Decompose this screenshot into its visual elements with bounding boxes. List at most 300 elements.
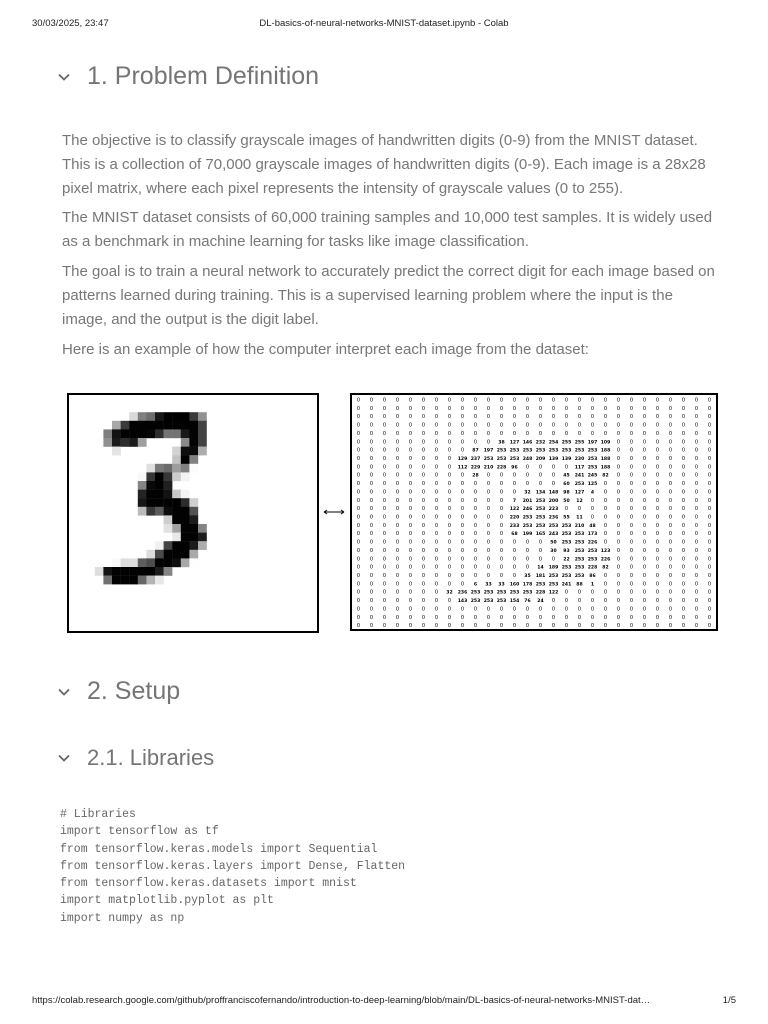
matrix-value: 0 [473, 606, 478, 613]
matrix-value: 0 [421, 531, 426, 538]
matrix-value: 0 [538, 405, 543, 412]
matrix-value: 0 [642, 472, 647, 479]
matrix-value: 0 [538, 481, 543, 488]
matrix-value: 0 [447, 464, 452, 471]
matrix-value: 0 [421, 514, 426, 521]
matrix-value: 253 [561, 574, 572, 580]
matrix-value: 0 [538, 414, 543, 421]
matrix-value: 232 [535, 440, 546, 446]
matrix-value: 0 [382, 447, 387, 454]
code-cell[interactable] [60, 806, 405, 927]
matrix-value: 0 [369, 405, 374, 412]
matrix-value: 0 [525, 539, 530, 546]
digit-pixel [172, 524, 181, 533]
matrix-value: 0 [395, 514, 400, 521]
matrix-value: 0 [447, 422, 452, 429]
matrix-value: 0 [421, 405, 426, 412]
matrix-value: 0 [668, 556, 673, 563]
digit-pixel [146, 412, 155, 421]
digit-pixel [198, 533, 207, 542]
matrix-value: 0 [421, 414, 426, 421]
page-number: 1/5 [722, 995, 736, 1006]
matrix-value: 0 [473, 522, 478, 529]
digit-pixel [198, 447, 207, 456]
matrix-value: 4 [590, 490, 595, 496]
matrix-value: 233 [509, 523, 520, 529]
matrix-value: 0 [473, 439, 478, 446]
section-title: 2. Setup [87, 677, 181, 705]
matrix-value: 0 [577, 430, 582, 437]
digit-pixel [146, 507, 155, 516]
matrix-value: 0 [434, 614, 439, 621]
matrix-value: 0 [369, 497, 374, 504]
matrix-value: 0 [434, 623, 439, 629]
matrix-value: 0 [395, 506, 400, 513]
digit-pixel [172, 412, 181, 421]
matrix-value: 0 [421, 497, 426, 504]
matrix-value: 0 [486, 522, 491, 529]
digit-pixel [172, 541, 181, 550]
matrix-value: 0 [551, 472, 556, 479]
matrix-value: 0 [603, 606, 608, 613]
matrix-value: 0 [447, 481, 452, 488]
matrix-value: 253 [496, 599, 507, 605]
matrix-value: 0 [655, 472, 660, 479]
digit-pixel [189, 533, 198, 542]
matrix-value: 0 [499, 514, 504, 521]
matrix-value: 32 [524, 490, 531, 496]
matrix-value: 0 [499, 481, 504, 488]
matrix-value: 0 [655, 439, 660, 446]
matrix-value: 253 [535, 523, 546, 529]
matrix-value: 0 [499, 414, 504, 421]
matrix-value: 0 [499, 472, 504, 479]
matrix-value: 0 [408, 405, 413, 412]
matrix-value: 0 [694, 472, 699, 479]
matrix-value: 0 [421, 439, 426, 446]
matrix-value: 0 [434, 481, 439, 488]
matrix-value: 0 [434, 414, 439, 421]
matrix-value: 0 [434, 456, 439, 463]
matrix-value: 0 [707, 439, 712, 446]
matrix-value: 28 [472, 473, 479, 479]
matrix-value: 0 [694, 547, 699, 554]
matrix-value: 0 [551, 623, 556, 629]
matrix-value: 0 [655, 573, 660, 580]
digit-pixel [189, 455, 198, 464]
digit-pixel [103, 567, 112, 576]
matrix-value: 0 [512, 606, 517, 613]
matrix-value: 0 [369, 589, 374, 596]
digit-pixel [129, 558, 138, 567]
matrix-value: 0 [538, 556, 543, 563]
matrix-value: 248 [522, 457, 533, 463]
matrix-value: 220 [509, 515, 520, 521]
matrix-value: 0 [408, 522, 413, 529]
matrix-value: 0 [408, 573, 413, 580]
matrix-value: 0 [382, 422, 387, 429]
digit-pixel [146, 421, 155, 430]
digit-pixel [181, 447, 190, 456]
matrix-value: 0 [694, 497, 699, 504]
matrix-value: 0 [603, 489, 608, 496]
matrix-value: 0 [460, 539, 465, 546]
matrix-value: 0 [668, 397, 673, 404]
matrix-value: 0 [434, 522, 439, 529]
matrix-value: 0 [616, 623, 621, 629]
matrix-value: 0 [512, 397, 517, 404]
digit-pixel [121, 558, 130, 567]
matrix-value: 0 [382, 522, 387, 529]
digit-pixel [155, 567, 164, 576]
matrix-value: 154 [509, 599, 520, 605]
digit-pixel [155, 412, 164, 421]
matrix-value: 188 [600, 457, 611, 463]
digit-pixel [172, 429, 181, 438]
matrix-value: 0 [369, 464, 374, 471]
matrix-value: 0 [382, 405, 387, 412]
digit-pixel [181, 498, 190, 507]
matrix-value: 0 [681, 514, 686, 521]
matrix-value: 146 [522, 440, 533, 446]
matrix-value: 0 [512, 547, 517, 554]
matrix-value: 0 [551, 556, 556, 563]
matrix-value: 0 [642, 422, 647, 429]
matrix-value: 0 [473, 489, 478, 496]
matrix-value: 0 [707, 589, 712, 596]
matrix-value: 0 [460, 564, 465, 571]
matrix-value: 0 [447, 447, 452, 454]
digit-pixel [189, 507, 198, 516]
matrix-value: 0 [395, 497, 400, 504]
matrix-value: 0 [525, 547, 530, 554]
digit-pixel [181, 524, 190, 533]
matrix-value: 0 [538, 422, 543, 429]
matrix-value: 253 [496, 448, 507, 454]
chevron-down-icon[interactable] [56, 69, 72, 85]
matrix-value: 0 [681, 522, 686, 529]
matrix-value: 0 [642, 497, 647, 504]
matrix-value: 0 [460, 581, 465, 588]
matrix-value: 0 [382, 539, 387, 546]
matrix-value: 0 [356, 581, 361, 588]
matrix-value: 0 [681, 581, 686, 588]
matrix-value: 0 [642, 564, 647, 571]
matrix-value: 87 [472, 448, 479, 454]
matrix-value: 0 [538, 606, 543, 613]
matrix-value: 0 [382, 589, 387, 596]
matrix-value: 0 [473, 497, 478, 504]
matrix-value: 0 [434, 539, 439, 546]
chevron-down-icon[interactable] [56, 750, 72, 766]
matrix-value: 0 [512, 573, 517, 580]
matrix-value: 1 [590, 582, 595, 588]
digit-pixel [172, 490, 181, 499]
matrix-value: 0 [707, 506, 712, 513]
matrix-value: 0 [499, 556, 504, 563]
matrix-value: 0 [434, 531, 439, 538]
matrix-value: 253 [548, 448, 559, 454]
matrix-value: 253 [548, 523, 559, 529]
matrix-value: 0 [447, 506, 452, 513]
digit-pixel [155, 558, 164, 567]
matrix-value: 0 [642, 556, 647, 563]
matrix-value: 82 [602, 473, 609, 479]
code-line: # Libraries [60, 808, 136, 821]
matrix-value: 0 [356, 447, 361, 454]
matrix-value: 0 [655, 456, 660, 463]
digit-pixel [164, 550, 173, 559]
matrix-value: 98 [563, 490, 570, 496]
matrix-value: 0 [395, 573, 400, 580]
matrix-value: 0 [356, 606, 361, 613]
matrix-value: 0 [707, 414, 712, 421]
digit-pixel [138, 421, 147, 430]
matrix-value: 0 [694, 422, 699, 429]
matrix-value: 139 [548, 457, 559, 463]
matrix-value: 0 [616, 589, 621, 596]
matrix-value: 0 [590, 606, 595, 613]
matrix-value: 160 [509, 582, 520, 588]
matrix-value: 0 [434, 439, 439, 446]
matrix-value: 0 [564, 506, 569, 513]
matrix-value: 125 [587, 482, 598, 488]
matrix-value: 228 [587, 565, 598, 571]
matrix-value: 0 [460, 547, 465, 554]
matrix-value: 0 [512, 481, 517, 488]
matrix-value: 0 [538, 397, 543, 404]
matrix-value: 0 [369, 489, 374, 496]
matrix-value: 0 [356, 573, 361, 580]
matrix-value: 0 [434, 430, 439, 437]
matrix-value: 0 [512, 405, 517, 412]
matrix-value: 0 [655, 531, 660, 538]
matrix-value: 0 [642, 573, 647, 580]
matrix-value: 0 [616, 547, 621, 554]
matrix-value: 0 [668, 547, 673, 554]
matrix-value: 0 [694, 514, 699, 521]
code-line: from tensorflow.keras.datasets import mnist [60, 877, 357, 891]
matrix-value: 0 [668, 439, 673, 446]
matrix-value: 253 [587, 465, 598, 471]
matrix-value: 0 [434, 514, 439, 521]
matrix-value: 0 [395, 422, 400, 429]
matrix-value: 0 [694, 598, 699, 605]
matrix-value: 0 [525, 556, 530, 563]
matrix-value: 0 [707, 397, 712, 404]
matrix-value: 0 [616, 422, 621, 429]
matrix-value: 253 [535, 507, 546, 513]
matrix-value: 0 [460, 531, 465, 538]
matrix-value: 0 [642, 506, 647, 513]
matrix-value: 0 [603, 414, 608, 421]
matrix-value: 0 [655, 414, 660, 421]
matrix-value: 0 [642, 405, 647, 412]
matrix-value: 0 [447, 539, 452, 546]
matrix-value: 0 [694, 589, 699, 596]
matrix-value: 0 [564, 623, 569, 629]
matrix-value: 30 [550, 548, 557, 554]
matrix-value: 0 [668, 506, 673, 513]
matrix-value: 0 [590, 506, 595, 513]
matrix-value: 0 [525, 414, 530, 421]
digit-pixel [138, 558, 147, 567]
digit-pixel [112, 447, 121, 456]
matrix-value: 0 [681, 456, 686, 463]
matrix-value: 0 [408, 414, 413, 421]
digit-pixel [172, 507, 181, 516]
matrix-value: 0 [421, 623, 426, 629]
matrix-value: 0 [694, 522, 699, 529]
matrix-value: 0 [434, 606, 439, 613]
matrix-value: 253 [535, 498, 546, 504]
matrix-value: 0 [447, 573, 452, 580]
matrix-value: 0 [629, 514, 634, 521]
matrix-value: 0 [707, 481, 712, 488]
matrix-value: 0 [551, 481, 556, 488]
matrix-value: 0 [577, 414, 582, 421]
matrix-value: 0 [499, 547, 504, 554]
matrix-value: 253 [522, 590, 533, 596]
matrix-value: 0 [356, 497, 361, 504]
matrix-value: 38 [498, 440, 505, 446]
matrix-value: 236 [548, 515, 559, 521]
matrix-value: 0 [668, 497, 673, 504]
matrix-value: 173 [587, 532, 598, 538]
matrix-value: 0 [421, 556, 426, 563]
matrix-value: 0 [655, 547, 660, 554]
matrix-value: 0 [655, 623, 660, 629]
matrix-value: 0 [629, 506, 634, 513]
matrix-value: 254 [548, 440, 559, 446]
digit-pixel [189, 515, 198, 524]
matrix-value: 0 [434, 573, 439, 580]
matrix-value: 0 [421, 606, 426, 613]
matrix-value: 0 [382, 397, 387, 404]
matrix-value: 0 [642, 547, 647, 554]
matrix-value: 241 [574, 473, 585, 479]
digit-pixel [155, 421, 164, 430]
matrix-value: 0 [707, 564, 712, 571]
section-title: 2.1. Libraries [87, 745, 215, 770]
matrix-value: 0 [616, 397, 621, 404]
chevron-down-icon[interactable] [56, 684, 72, 700]
matrix-value: 0 [590, 422, 595, 429]
matrix-value: 0 [369, 414, 374, 421]
matrix-value: 0 [616, 489, 621, 496]
matrix-value: 253 [496, 590, 507, 596]
matrix-value: 0 [629, 614, 634, 621]
matrix-value: 0 [577, 506, 582, 513]
matrix-value: 188 [600, 448, 611, 454]
matrix-value: 0 [590, 405, 595, 412]
matrix-value: 0 [707, 539, 712, 546]
matrix-value: 0 [694, 414, 699, 421]
matrix-value: 0 [421, 589, 426, 596]
matrix-value: 0 [603, 573, 608, 580]
matrix-value: 0 [629, 439, 634, 446]
matrix-value: 0 [473, 623, 478, 629]
matrix-value: 0 [499, 522, 504, 529]
matrix-value: 0 [395, 589, 400, 596]
matrix-value: 0 [681, 564, 686, 571]
matrix-value: 0 [642, 456, 647, 463]
matrix-value: 253 [574, 448, 585, 454]
matrix-value: 0 [486, 547, 491, 554]
matrix-value: 253 [522, 515, 533, 521]
digit-pixel [146, 567, 155, 576]
matrix-value: 0 [655, 430, 660, 437]
matrix-value: 0 [356, 539, 361, 546]
matrix-value: 0 [616, 522, 621, 529]
matrix-value: 0 [369, 539, 374, 546]
digit-pixel [172, 550, 181, 559]
matrix-value: 0 [356, 547, 361, 554]
matrix-value: 0 [395, 598, 400, 605]
matrix-value: 0 [512, 414, 517, 421]
matrix-value: 0 [525, 564, 530, 571]
matrix-value: 0 [616, 581, 621, 588]
matrix-value: 253 [522, 523, 533, 529]
matrix-value: 0 [499, 531, 504, 538]
matrix-value: 0 [564, 397, 569, 404]
matrix-value: 197 [483, 448, 494, 454]
matrix-value: 0 [473, 397, 478, 404]
matrix-value: 0 [408, 581, 413, 588]
matrix-value: 0 [603, 422, 608, 429]
matrix-value: 0 [395, 447, 400, 454]
matrix-value: 0 [356, 623, 361, 629]
digit-pixel [121, 567, 130, 576]
matrix-value: 0 [538, 464, 543, 471]
matrix-value: 0 [590, 598, 595, 605]
matrix-value: 253 [522, 448, 533, 454]
matrix-value: 253 [483, 457, 494, 463]
matrix-value: 0 [707, 606, 712, 613]
digit-pixel [138, 576, 147, 585]
matrix-value: 0 [356, 439, 361, 446]
matrix-value: 0 [603, 623, 608, 629]
matrix-value: 0 [499, 623, 504, 629]
matrix-value: 0 [408, 531, 413, 538]
matrix-value: 0 [512, 564, 517, 571]
matrix-value: 0 [434, 564, 439, 571]
matrix-value: 0 [655, 405, 660, 412]
matrix-value: 0 [564, 430, 569, 437]
matrix-value: 0 [460, 514, 465, 521]
digit-pixel [164, 490, 173, 499]
digit-pixel [181, 515, 190, 524]
matrix-value: 0 [681, 589, 686, 596]
matrix-value: 253 [561, 540, 572, 546]
matrix-value: 0 [668, 589, 673, 596]
matrix-value: 0 [551, 464, 556, 471]
matrix-value: 0 [551, 598, 556, 605]
matrix-value: 0 [395, 464, 400, 471]
digit-pixel [189, 541, 198, 550]
matrix-value: 0 [694, 430, 699, 437]
matrix-value: 0 [668, 405, 673, 412]
matrix-value: 0 [395, 472, 400, 479]
matrix-value: 0 [434, 581, 439, 588]
matrix-value: 223 [548, 507, 559, 513]
matrix-value: 0 [356, 397, 361, 404]
matrix-value: 0 [408, 497, 413, 504]
matrix-value: 0 [382, 481, 387, 488]
matrix-value: 0 [668, 472, 673, 479]
matrix-value: 0 [382, 439, 387, 446]
matrix-value: 0 [668, 456, 673, 463]
